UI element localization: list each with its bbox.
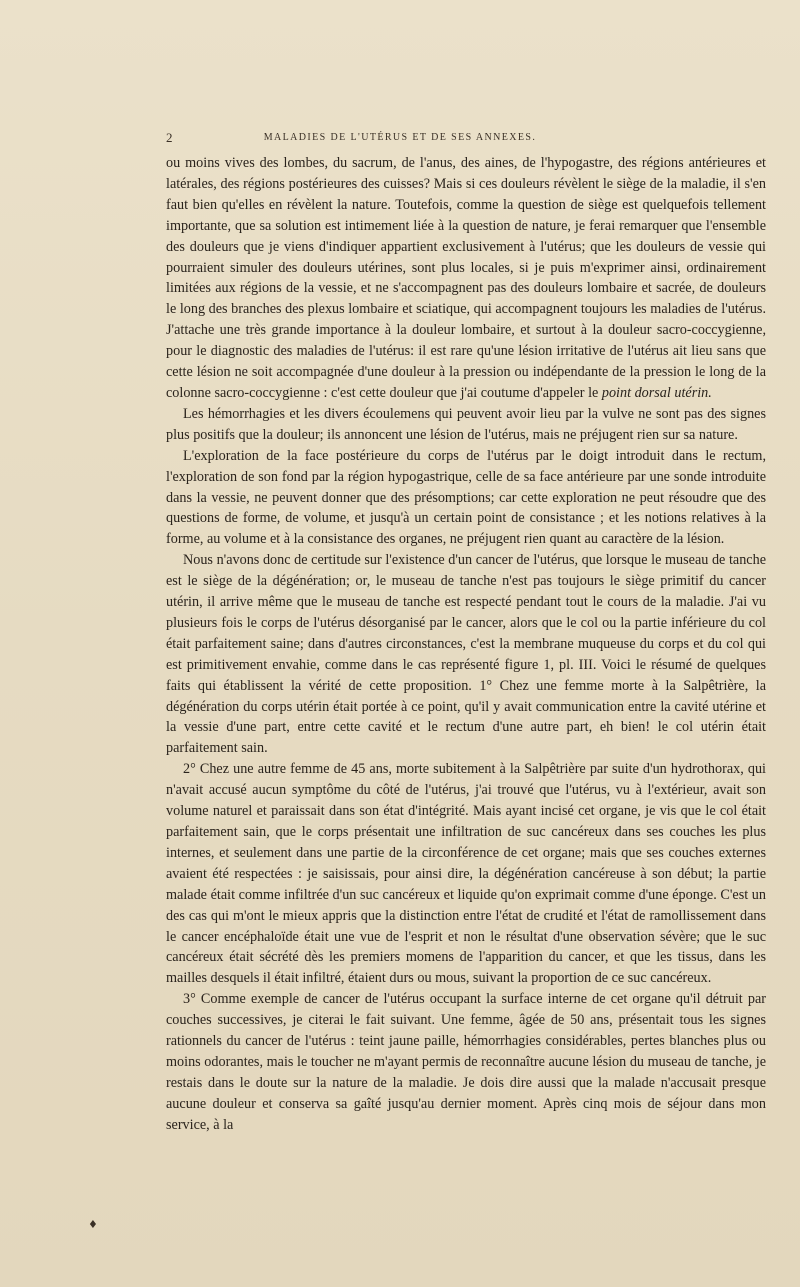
running-title: MALADIES DE L'UTÉRUS ET DE SES ANNEXES. <box>263 132 537 143</box>
paragraph-1-text: ou moins vives des lombes, du sacrum, de l'anus, des aines, de l'hypogastre, des régions antérieures et latérales, des régions postérieures des cuisses? Mais si ces douleurs révèlent le siège de la maladie, il s'en faut bien qu'elles en révèlent la nature. Toutefois, comme la question de siège est quelquefois tellement importante, que sa solution est intimement liée à la question de nature, je ferai remarquer que l'ensemble des douleurs que je viens d'indiquer appartient exclusivement à l'utérus; que les douleurs de vessie qui pourraient simuler des douleurs utérines, sont plus locales, si je puis m'exprimer ainsi, ordinairement limitées aux régions de la vessie, et ne s'accompagnent pas des douleurs lombaire et sacrée, de douleurs le long des branches des plexus lombaire et sciatique, qui accompagnent toujours les maladies de l'utérus. J'attache une très grande importance à la douleur lombaire, et surtout à la douleur sacro-coccygienne, pour le diagnostic des maladies de l'utérus: il est rare qu'une lésion irritative de l'utérus ait lieu sans que cette lésion ne soit accompagnée d'une douleur à la pression ou indépendante de la pression le long de la colonne sacro-coccygienne : c'est cette douleur que j'ai coutume d'appeler le <box>166 155 766 401</box>
paragraph-4: Nous n'avons donc de certitude sur l'existence d'un cancer de l'utérus, que lorsque le museau de tanche est le siège de la dégénération; or, le museau de tanche n'est pas toujours le siège primitif du cancer utérin, il arrive même que le museau de tanche est respecté pendant tout le cours de la maladie. J'ai vu plusieurs fois le corps de l'utérus désorganisé par le cancer, alors que le col ou la partie inférieure du col était parfaitement saine; dans d'autres circonstances, c'est la membrane muqueuse du corps et du col qui est primitivement envahie, comme dans le cas représenté figure 1, pl. III. Voici le résumé de quelques faits qui établissent la vérité de cette proposition. 1° Chez une femme morte à la Salpêtrière, la dégénération du corps utérin était portée à ce point, qu'il y avait communication entre la cavité utérine et la vessie d'une part, entre cette cavité et le rectum d'une autre part, eh bien! le col utérin était parfaitement sain. <box>166 552 766 757</box>
paragraph-3: L'exploration de la face postérieure du corps de l'utérus par le doigt introduit dans le rectum, l'exploration de son fond par la région hypogastrique, celle de sa face antérieure par une sonde introduite dans la vessie, ne peuvent donner que des présomptions; car cette exploration ne peut résoudre que des questions de forme, de volume, et jusqu'à un certain point de consistance ; et les notions relatives à la forme, au volume et à la consistance des organes, ne préjugent rien quant au caractère de la lésion. <box>166 447 766 548</box>
paragraph-1 <box>166 153 766 404</box>
paragraph-6: 3° Comme exemple de cancer de l'utérus occupant la surface interne de cet organe qu'il détruit par couches successives, je citerai le fait suivant. Une femme, âgée de 50 ans, présentait tous les signes rationnels du cancer de l'utérus : teint jaune paille, hémorrhagies considérables, pertes blanches plus ou moins odorantes, mais le toucher ne m'ayant permis de reconnaître aucune lésion du museau de tanche, je restais dans le doute sur la nature de la maladie. Je dois dire aussi que la malade n'accusait presque aucune douleur et conserva sa gaîté jusqu'au dernier moment. Après cinq mois de séjour dans mon service, à la <box>166 991 766 1133</box>
page-number: 2 <box>166 130 173 145</box>
paragraph-5: 2° Chez une autre femme de 45 ans, morte subitement à la Salpêtrière par suite d'un hydrothorax, qui n'avait accusé aucun symptôme du côté de l'utérus, j'ai trouvé que l'utérus, vu à l'extérieur, avait son volume naturel et paraissait dans son état d'intégrité. Mais ayant incisé cet organe, je vis que le col était parfaitement sain, que le corps présentait une infiltration de suc cancéreux dans ses couches les plus internes, et seulement dans une partie de la circonférence de cet organe; mais que ses couches externes avaient été respectées : je saisissais, pour ainsi dire, la dégénération cancéreuse à son début; la partie malade était comme infiltrée d'un suc cancéreux et liquide qu'on exprimait comme d'une éponge. C'est un des cas qui m'ont le mieux appris que la distinction entre l'état de crudité et l'état de ramollissement dans le cancer encéphaloïde était une vue de l'esprit et non le résultat d'une observation sévère; que le suc cancéreux était sécrété dès les premiers momens de l'apparition du cancer, et que les tissus, dans les mailles desquels il était infiltré, étaient durs ou mous, suivant la proportion de ce suc cancéreux. <box>166 761 766 987</box>
page-header <box>0 130 800 150</box>
margin-mark: ♦ <box>88 1218 98 1231</box>
body-text <box>166 153 766 1136</box>
paragraph-2: Les hémorrhagies et les divers écoulemens qui peuvent avoir lieu par la vulve ne sont pas des signes plus positifs que la douleur; ils annoncent une lésion de l'utérus, mais ne préjugent rien sur sa nature. <box>166 405 766 443</box>
italic-term: point dorsal utérin. <box>601 384 712 401</box>
